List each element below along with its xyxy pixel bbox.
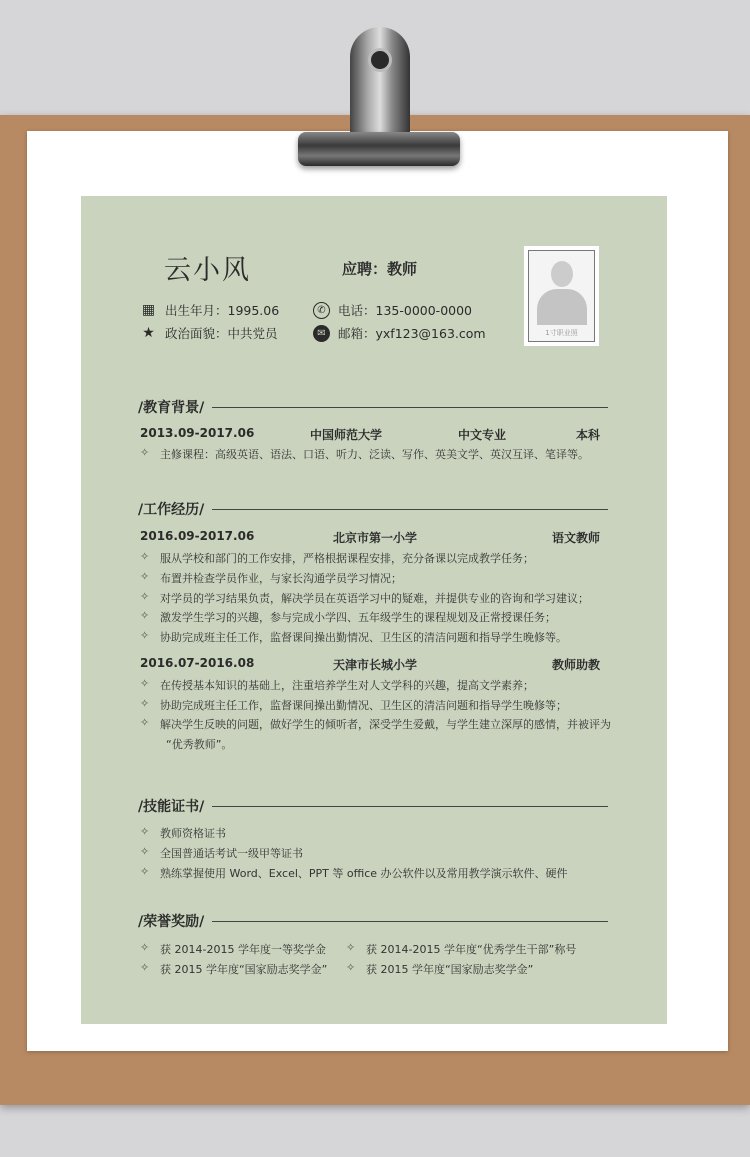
bullet-icon: ✧ — [140, 845, 150, 858]
list-item — [140, 697, 567, 713]
clip-base — [298, 132, 460, 166]
bullet-icon: ✧ — [346, 961, 356, 974]
item-text: 获 2014-2015 学年度一等奖学金 — [160, 943, 326, 956]
bullet-icon: ✧ — [346, 941, 356, 954]
profile-photo — [524, 246, 599, 346]
email-info — [313, 324, 486, 342]
edu-degree: 本科 — [576, 428, 601, 442]
item-text: 布置并检查学员作业，与家长沟通学员学习情况； — [160, 572, 402, 585]
calendar-icon: ▦ — [141, 302, 156, 318]
list-item — [140, 825, 226, 841]
edu-school: 中国师范大学 — [310, 428, 383, 442]
list-item — [346, 961, 533, 977]
item-text: 在传授基本知识的基础上，注重培养学生对人文学科的兴趣，提高文学素养； — [160, 679, 534, 692]
mail-icon: ✉ — [313, 325, 330, 342]
job-role: 语文教师 — [551, 531, 600, 545]
bullet-icon: ✧ — [140, 570, 150, 583]
section-title: /工作经历/ — [138, 502, 205, 518]
section-awards — [138, 911, 608, 931]
clip-hole — [368, 48, 392, 72]
list-item — [140, 629, 567, 645]
bullet-icon: ✧ — [140, 941, 150, 954]
job-role: 教师助教 — [551, 658, 600, 672]
email-text: 邮箱：yxf123@163.com — [338, 326, 486, 341]
item-text: 获 2015 学年度“国家励志奖学金” — [160, 963, 328, 976]
section-title: /教育背景/ — [138, 400, 205, 416]
bullet-icon: ✧ — [140, 961, 150, 974]
avatar-head — [551, 261, 573, 287]
education-row — [140, 426, 600, 443]
bullet-icon: ✧ — [140, 609, 150, 622]
bullet-icon: ✧ — [140, 825, 150, 838]
courses-item — [140, 446, 589, 462]
phone-text: 电话：135-0000-0000 — [338, 303, 473, 318]
list-item — [140, 550, 534, 566]
avatar-body — [537, 289, 587, 325]
list-item — [140, 590, 589, 606]
bullet-icon: ✧ — [140, 590, 150, 603]
bullet-icon: ✧ — [140, 697, 150, 710]
section-education — [138, 397, 608, 417]
list-item — [140, 941, 326, 957]
item-text: 获 2015 学年度“国家励志奖学金” — [366, 963, 534, 976]
item-text: 教师资格证书 — [160, 827, 226, 840]
item-text: 全国普通话考试一级甲等证书 — [160, 847, 303, 860]
section-skills — [138, 796, 608, 816]
job-period: 2016.09-2017.06 — [140, 529, 255, 543]
edu-major: 中文专业 — [458, 428, 507, 442]
courses-text: 主修课程：高级英语、语法、口语、听力、泛读、写作、英美文学、英汉互译、笔译等。 — [160, 448, 589, 461]
divider — [212, 509, 608, 510]
list-item — [140, 961, 327, 977]
politics-text: 政治面貌：中共党员 — [165, 326, 278, 341]
job-org: 天津市长城小学 — [333, 658, 418, 672]
divider — [212, 407, 608, 408]
star-icon: ★ — [142, 325, 155, 341]
bullet-icon: ✧ — [140, 677, 150, 690]
job-org: 北京市第一小学 — [333, 531, 418, 545]
phone-info — [313, 301, 472, 319]
job-row — [140, 656, 600, 673]
section-work — [138, 499, 608, 519]
phone-icon: ✆ — [313, 302, 330, 319]
apply-position: 应聘：教师 — [342, 260, 418, 278]
divider — [212, 921, 608, 922]
edu-period: 2013.09-2017.06 — [140, 426, 255, 440]
job-row — [140, 529, 600, 546]
item-text: 熟练掌握使用 Word、Excel、PPT 等 office 办公软件以及常用教学演示软件、硬件 — [160, 867, 568, 880]
binder-clip-icon — [350, 27, 410, 137]
bullet-icon: ✧ — [140, 550, 150, 563]
photo-caption: 1寸职业照 — [545, 329, 578, 337]
bullet-icon: ✧ — [140, 865, 150, 878]
politics-info — [140, 324, 278, 342]
section-title: /技能证书/ — [138, 799, 205, 815]
list-item-continued — [166, 736, 232, 752]
candidate-name: 云小风 — [164, 255, 251, 286]
list-item — [140, 677, 534, 693]
item-text: 协助完成班主任工作，监督课间操出勤情况、卫生区的清洁问题和指导学生晚修等。 — [160, 631, 567, 644]
divider — [212, 806, 608, 807]
list-item — [140, 609, 556, 625]
item-text: 激发学生学习的兴趣，参与完成小学四、五年级学生的课程规划及正常授课任务； — [160, 611, 556, 624]
list-item — [140, 865, 568, 881]
list-item — [346, 941, 576, 957]
birth-text: 出生年月：1995.06 — [165, 303, 280, 318]
bullet-icon: ✧ — [140, 629, 150, 642]
bullet-icon: ✧ — [140, 446, 150, 459]
list-item — [140, 570, 402, 586]
bullet-icon: ✧ — [140, 716, 150, 729]
item-text: 服从学校和部门的工作安排，严格根据课程安排，充分备课以完成教学任务； — [160, 552, 534, 565]
item-text: “优秀教师”。 — [166, 738, 233, 751]
section-title: /荣誉奖励/ — [138, 914, 205, 930]
item-text: 协助完成班主任工作，监督课间操出勤情况、卫生区的清洁问题和指导学生晚修等； — [160, 699, 567, 712]
item-text: 对学员的学习结果负责，解决学员在英语学习中的疑难，并提供专业的咨询和学习建议； — [160, 592, 589, 605]
job-period: 2016.07-2016.08 — [140, 656, 255, 670]
list-item — [140, 845, 303, 861]
birth-info — [140, 301, 279, 319]
item-text: 获 2014-2015 学年度“优秀学生干部”称号 — [366, 943, 577, 956]
item-text: 解决学生反映的问题，做好学生的倾听者，深受学生爱戴，与学生建立深厚的感情，并被评为 — [160, 718, 611, 731]
list-item — [140, 716, 611, 732]
